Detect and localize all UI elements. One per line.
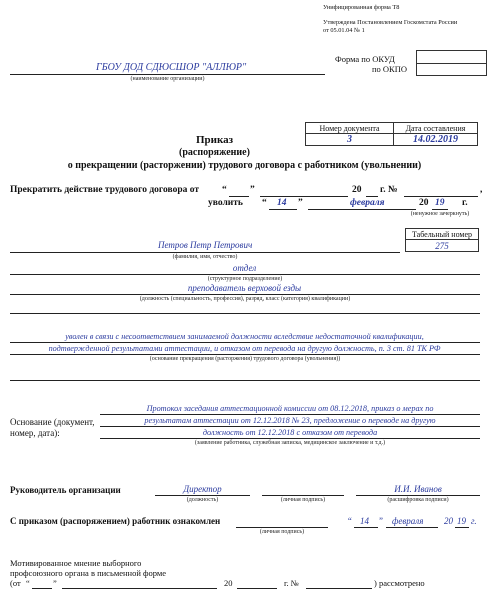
acquainted-close-quote: ” <box>378 516 384 526</box>
terminate-number-line[interactable] <box>404 196 478 197</box>
union-open-quote: “ <box>26 578 30 588</box>
tab-number-value: 275 <box>405 239 479 252</box>
doc-date-value: 14.02.2019 <box>393 133 478 146</box>
head-name: И.И. Иванов <box>394 484 442 494</box>
employee-name-caption: (фамилия, имя, отчество) <box>172 254 238 260</box>
doc-number-value: 3 <box>305 133 394 146</box>
terminate-year-prefix: 20 <box>352 185 362 195</box>
basis-underline-3 <box>100 438 480 439</box>
acquainted-signature-caption: (личная подпись) <box>259 529 305 535</box>
dismiss-month-line <box>308 209 416 210</box>
acquainted-day-line <box>354 527 378 528</box>
head-position-caption: (должность) <box>186 497 219 503</box>
form-type-label: Унифицированная форма Т8 <box>323 4 400 11</box>
title-subject: о прекращении (расторжении) трудового договора с работником (увольнении) <box>67 160 422 171</box>
terminate-day-line[interactable] <box>229 196 249 197</box>
dismiss-month: февраля <box>350 198 385 208</box>
basis-underline-2 <box>100 426 480 427</box>
union-end: ) рассмотрено <box>374 578 425 588</box>
title-order-alt: (распоряжение) <box>179 147 250 158</box>
doc-number-header: Номер документа <box>305 122 394 134</box>
head-name-line <box>356 495 480 496</box>
organization-line <box>10 74 325 75</box>
grounds-underline-2 <box>10 354 480 355</box>
blank-line <box>10 313 480 314</box>
head-signature-caption: (личная подпись) <box>280 497 326 503</box>
grounds-underline-1 <box>10 342 480 343</box>
acquainted-open-quote: “ <box>347 516 353 526</box>
union-line-2: профсоюзного органа в письменной форме <box>10 568 167 578</box>
dismiss-label: уволить <box>208 198 243 208</box>
union-line-1: Мотивированное мнение выборного <box>10 558 142 568</box>
dismiss-open-quote: “ <box>262 198 267 208</box>
acquainted-year: 19 <box>457 516 466 526</box>
acquainted-day: 14 <box>360 516 369 526</box>
acquainted-year-suffix: г. <box>471 516 477 526</box>
acquainted-year-line <box>455 527 469 528</box>
terminate-open-quote: “ <box>222 185 227 195</box>
union-day-line[interactable] <box>32 588 52 589</box>
tab-number-header: Табельный номер <box>405 228 479 240</box>
head-label: Руководитель организации <box>10 485 121 495</box>
terminate-number-label: г. № <box>380 185 398 195</box>
grounds-line-2: подтвержденной результатами аттестации, и отказом от перевода на другую должность, п. 3 ст. 81 ТК РФ <box>48 344 441 353</box>
terminate-month-line[interactable] <box>260 196 348 197</box>
acquainted-label: С приказом (распоряжением) работник ознакомлен <box>10 516 221 526</box>
head-signature-line[interactable] <box>262 495 344 496</box>
position-line <box>10 294 480 295</box>
department-line <box>10 274 480 275</box>
position-caption: (должность (специальность, профессия), разряд, класс (категория) квалификации) <box>139 296 351 302</box>
codes-box <box>416 50 487 76</box>
basis-label-1: Основание (документ, <box>10 417 95 427</box>
head-position-line <box>155 495 250 496</box>
position-value: преподаватель верховой езды <box>187 283 302 293</box>
separator-line <box>10 380 480 381</box>
basis-line-1: Протокол заседания аттестационной комиссии от 08.12.2018, приказ о мерах по <box>146 404 434 413</box>
basis-label-2: номер, дата): <box>10 428 60 438</box>
approval-line: Утверждена Постановлением Госкомстата России <box>323 19 458 26</box>
union-from-label: (от <box>10 578 21 588</box>
dismiss-year-prefix: 20 <box>419 198 429 208</box>
acquainted-month-line <box>386 527 438 528</box>
okud-label: Форма по ОКУД <box>335 54 395 64</box>
head-position: Директор <box>183 484 222 494</box>
organization-caption: (наименование организации) <box>130 76 205 82</box>
grounds-caption: (основание прекращения (расторжения) трудового договора (увольнения)) <box>149 356 341 362</box>
department-caption: (структурное подразделение) <box>207 276 283 282</box>
dismiss-year-line <box>432 209 448 210</box>
terminate-comma: , <box>480 185 483 195</box>
terminate-close-quote: ” <box>250 185 255 195</box>
basis-underline-1 <box>100 414 480 415</box>
employee-name-line <box>10 252 400 253</box>
strike-caption: (ненужное зачеркнуть) <box>410 211 470 217</box>
union-number-line[interactable] <box>306 588 372 589</box>
dismiss-year: 19 <box>435 198 445 208</box>
organization-name: ГБОУ ДОД СДЮСШОР "АЛЛЮР" <box>96 62 247 73</box>
basis-line-3: должность от 12.12.2018 с отказом от перевода <box>202 428 378 437</box>
acquainted-signature-line[interactable] <box>236 527 328 528</box>
dismiss-close-quote: ” <box>298 198 303 208</box>
dismiss-day: 14 <box>277 198 287 208</box>
basis-caption: (заявление работника, служебная записка, медицинское заключение и т.д.) <box>194 440 386 446</box>
acquainted-year-prefix: 20 <box>444 516 453 526</box>
approval-date-line: от 05.01.04 № 1 <box>323 27 365 34</box>
union-year-line[interactable] <box>237 588 277 589</box>
dismiss-day-line <box>269 209 297 210</box>
head-name-caption: (расшифровка подписи) <box>387 497 449 503</box>
doc-date-header: Дата составления <box>393 122 478 134</box>
union-number-label: г. № <box>284 578 299 588</box>
terminate-year-line[interactable] <box>366 196 378 197</box>
acquainted-month: февраля <box>392 516 424 526</box>
dismiss-year-suffix: г. <box>462 198 468 208</box>
union-close-quote: ” <box>53 578 57 588</box>
title-order: Приказ <box>195 134 234 146</box>
grounds-line-1: уволен в связи с несоответствием занимаемой должности вследствие недостаточной квалификации, <box>65 332 424 341</box>
terminate-label: Прекратить действие трудового договора от <box>10 185 200 195</box>
union-year-prefix: 20 <box>224 578 233 588</box>
basis-line-2: результатам аттестации от 12.12.2018 № 23, предложение о переводе на другую <box>144 416 436 425</box>
employee-name: Петров Петр Петрович <box>158 240 253 250</box>
department-value: отдел <box>232 263 257 273</box>
okpo-label: по ОКПО <box>372 64 408 74</box>
union-month-line[interactable] <box>62 588 217 589</box>
